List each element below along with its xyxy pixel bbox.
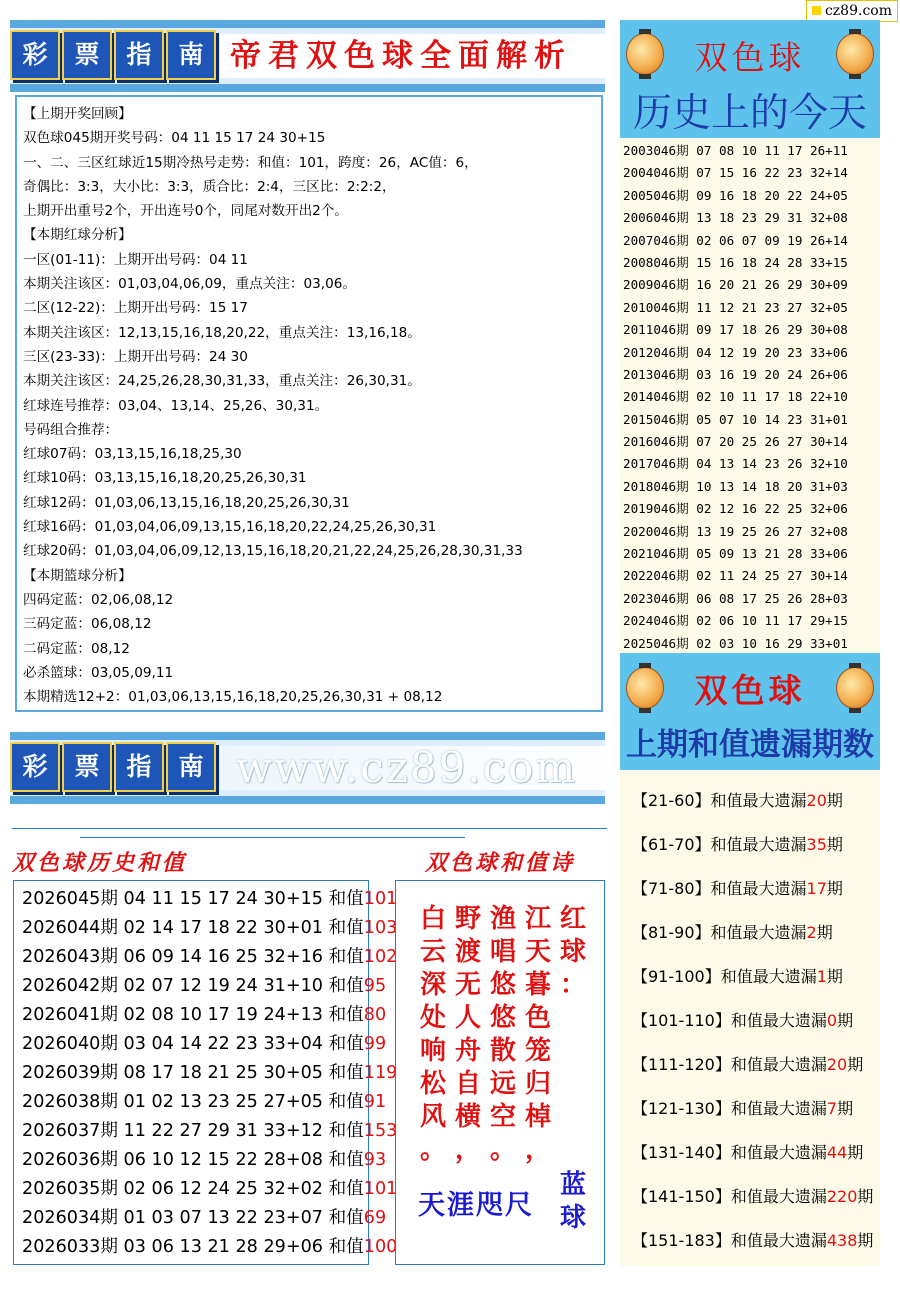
analysis-line: 本期关注该区：24,25,26,28,30,31,33，重点关注：26,30,31。 [23,373,421,390]
omission-row: 【81-90】和值最大遗漏2期 [632,923,833,942]
analysis-line: 本期精选12+2：01,03,06,13,15,16,18,20,25,26,30,31 + 08,12 [23,689,443,706]
analysis-line: 红球16码：01,03,04,06,09,13,15,16,18,20,22,24,25,26,30,31 [23,519,437,536]
omission-subtitle: 上期和值遗漏期数 [626,727,874,763]
history-row: 2003046期 07 08 10 11 17 26+11 [623,143,848,158]
analysis-line: 【本期篮球分析】 [23,567,132,584]
sum-row: 2026036期 06 10 12 15 22 28+08 和值93 [22,1150,387,1170]
history-row: 2009046期 16 20 21 26 29 30+09 [623,277,848,293]
poem-box [395,880,605,1265]
analysis-line: 一区(01-11)：上期开出号码：04 11 [23,251,248,268]
divider-line [12,828,607,829]
omission-row: 【21-60】和值最大遗漏20期 [632,791,843,810]
history-list [623,140,880,655]
poem-signature-tail: 蓝 球 [559,1170,586,1233]
badge-piao: 票 [62,30,112,80]
history-panel [620,20,880,653]
analysis-line: 红球20码：01,03,04,06,09,12,13,15,16,18,20,21,22,24,25,26,28,30,31,33 [23,543,523,560]
top-banner [10,20,605,92]
analysis-line: 本期关注该区：01,03,04,06,09，重点关注：03,06。 [23,276,356,293]
history-row: 2013046期 03 16 19 20 24 26+06 [623,366,848,382]
history-row: 2010046期 11 12 21 23 27 32+05 [623,299,848,315]
history-row: 2017046期 04 13 14 23 26 32+10 [623,456,848,472]
badge-nan: 南 [166,30,216,80]
history-row: 2014046期 02 10 11 17 18 22+10 [623,389,848,405]
omission-row: 【71-80】和值最大遗漏17期 [632,879,843,898]
history-subtitle: 历史上的今天 [632,91,867,136]
history-title: 双色球 [694,38,806,77]
sum-row: 2026035期 02 06 12 24 25 32+02 和值101 [22,1179,398,1199]
history-row: 2008046期 15 16 18 24 28 33+15 [623,254,848,270]
sum-row: 2026040期 03 04 14 22 23 33+04 和值99 [22,1034,387,1054]
history-row: 2025046期 02 03 10 16 29 33+01 [623,635,848,651]
analysis-line: 本期关注该区：12,13,15,16,18,20,22，重点关注：13,16,18。 [23,324,421,341]
omission-row: 【111-120】和值最大遗漏20期 [632,1055,864,1074]
sum-history-box [13,880,398,1265]
history-row: 2021046期 05 09 13 21 28 33+06 [623,546,848,562]
sum-row: 2026042期 02 07 12 19 24 31+10 和值95 [22,976,387,996]
sum-history-title: 双色球历史和值 [12,850,188,876]
history-row: 2006046期 13 18 23 29 31 32+08 [623,210,848,226]
history-row: 2007046期 02 06 07 09 19 26+14 [623,232,848,248]
analysis-line: 一、二、三区红球近15期冷热号走势：和值：101，跨度：26，AC值：6， [23,154,478,171]
history-row: 2005046期 09 16 18 20 22 24+05 [623,187,848,203]
site-logo[interactable]: cz89.com [806,0,898,22]
history-panel-header [620,20,880,138]
history-row: 2015046期 05 07 10 14 23 31+01 [623,411,848,427]
poem-signature: 天涯咫尺 [418,1190,534,1221]
banner-inner [10,28,605,84]
omission-row: 【131-140】和值最大遗漏44期 [632,1143,864,1162]
sum-row: 2026033期 03 06 13 21 28 29+06 和值100 [22,1237,398,1257]
analysis-line: 三区(23-33)：上期开出号码：24 30 [23,348,248,365]
poem-title: 双色球和值诗 [425,850,576,876]
analysis-line: 红球10码：03,13,15,16,18,20,25,26,30,31 [23,470,307,487]
omission-row: 【151-183】和值最大遗漏438期 [632,1231,874,1250]
poem-column: 渔 唱 悠 悠 散 远 空 。 [489,904,516,1165]
history-row: 2004046期 07 15 16 22 23 32+14 [623,165,848,181]
poem-column: 江 天 暮 色 笼 归 棹 ， [524,904,551,1165]
analysis-line: 双色球045期开奖号码：04 11 15 17 24 30+15 [23,130,326,147]
history-row: 2019046期 02 12 16 22 25 32+06 [623,501,848,517]
analysis-line: 上期开出重号2个，开出连号0个，同尾对数开出2个。 [23,203,349,220]
history-row: 2020046期 13 19 25 26 27 32+08 [623,523,848,539]
analysis-line: 红球连号推荐：03,04、13,14、25,26、30,31。 [23,397,329,414]
poem-column: 白 云 深 处 响 松 风 。 [419,904,446,1165]
badge-zhi: 指 [114,742,164,792]
analysis-line: 四码定蓝：02,06,08,12 [23,591,174,608]
analysis-line: 红球12码：01,03,06,13,15,16,18,20,25,26,30,31 [23,494,350,511]
site-url-watermark[interactable]: www.cz89.com [220,746,619,790]
badge-cai: 彩 [10,742,60,792]
analysis-line: 二码定蓝：08,12 [23,640,130,657]
analysis-line: 【上期开奖回顾】 [23,106,132,122]
poem-column: 野 渡 无 人 舟 自 横 ， [454,904,481,1165]
sum-row: 2026034期 01 03 07 13 22 23+07 和值69 [22,1208,387,1228]
sum-row: 2026043期 06 09 14 16 25 32+16 和值102 [22,947,398,967]
analysis-line: 必杀篮球：03,05,09,11 [23,664,174,681]
omission-row: 【101-110】和值最大遗漏0期 [632,1011,854,1030]
omission-row: 【61-70】和值最大遗漏35期 [632,835,843,854]
url-banner [10,732,605,804]
history-row: 2024046期 02 06 10 11 17 29+15 [623,613,848,629]
omission-row: 【141-150】和值最大遗漏220期 [632,1187,874,1206]
badge-piao: 票 [62,742,112,792]
sum-row: 2026044期 02 14 17 18 22 30+01 和值103 [22,918,398,938]
sum-row: 2026038期 01 02 13 23 25 27+05 和值91 [22,1092,387,1112]
history-row: 2022046期 02 11 24 25 27 30+14 [623,568,848,584]
history-row: 2023046期 06 08 17 25 26 28+03 [623,590,848,606]
history-row: 2018046期 10 13 14 18 20 31+03 [623,478,848,494]
history-row: 2012046期 04 12 19 20 23 33+06 [623,344,848,360]
sum-row: 2026037期 11 22 27 29 31 33+12 和值153 [22,1121,398,1141]
divider-line [80,837,465,838]
sum-row: 2026041期 02 08 10 17 19 24+13 和值80 [22,1005,387,1025]
omission-row: 【121-130】和值最大遗漏7期 [632,1099,854,1118]
history-row: 2011046期 09 17 18 26 29 30+08 [623,322,848,338]
analysis-line: 红球07码：03,13,15,16,18,25,30 [23,446,242,463]
banner-inner [10,740,605,796]
analysis-line: 奇偶比：3:3，大小比：3:3，质合比：2:4，三区比：2:2:2， [23,178,396,195]
history-row: 2016046期 07 20 25 26 27 30+14 [623,434,848,450]
badge-nan: 南 [166,742,216,792]
page-title: 帝君双色球全面解析 [220,34,613,78]
analysis-line: 二区(12-22)：上期开出号码：15 17 [23,300,248,317]
omission-panel-header [620,653,880,770]
analysis-line: 【本期红球分析】 [23,227,132,244]
badge-cai: 彩 [10,30,60,80]
sum-row: 2026045期 04 11 15 17 24 30+15 和值101 [22,889,398,909]
analysis-line: 三码定蓝：06,08,12 [23,616,152,633]
analysis-box [15,95,603,712]
poem-column: 红 球 ： [559,904,586,1000]
analysis-line: 号码组合推荐： [23,421,119,438]
omission-title: 双色球 [694,671,806,710]
sum-row: 2026039期 08 17 18 21 25 30+05 和值119 [22,1063,398,1083]
omission-row: 【91-100】和值最大遗漏1期 [632,967,843,986]
omission-list [620,770,880,1266]
badge-zhi: 指 [114,30,164,80]
